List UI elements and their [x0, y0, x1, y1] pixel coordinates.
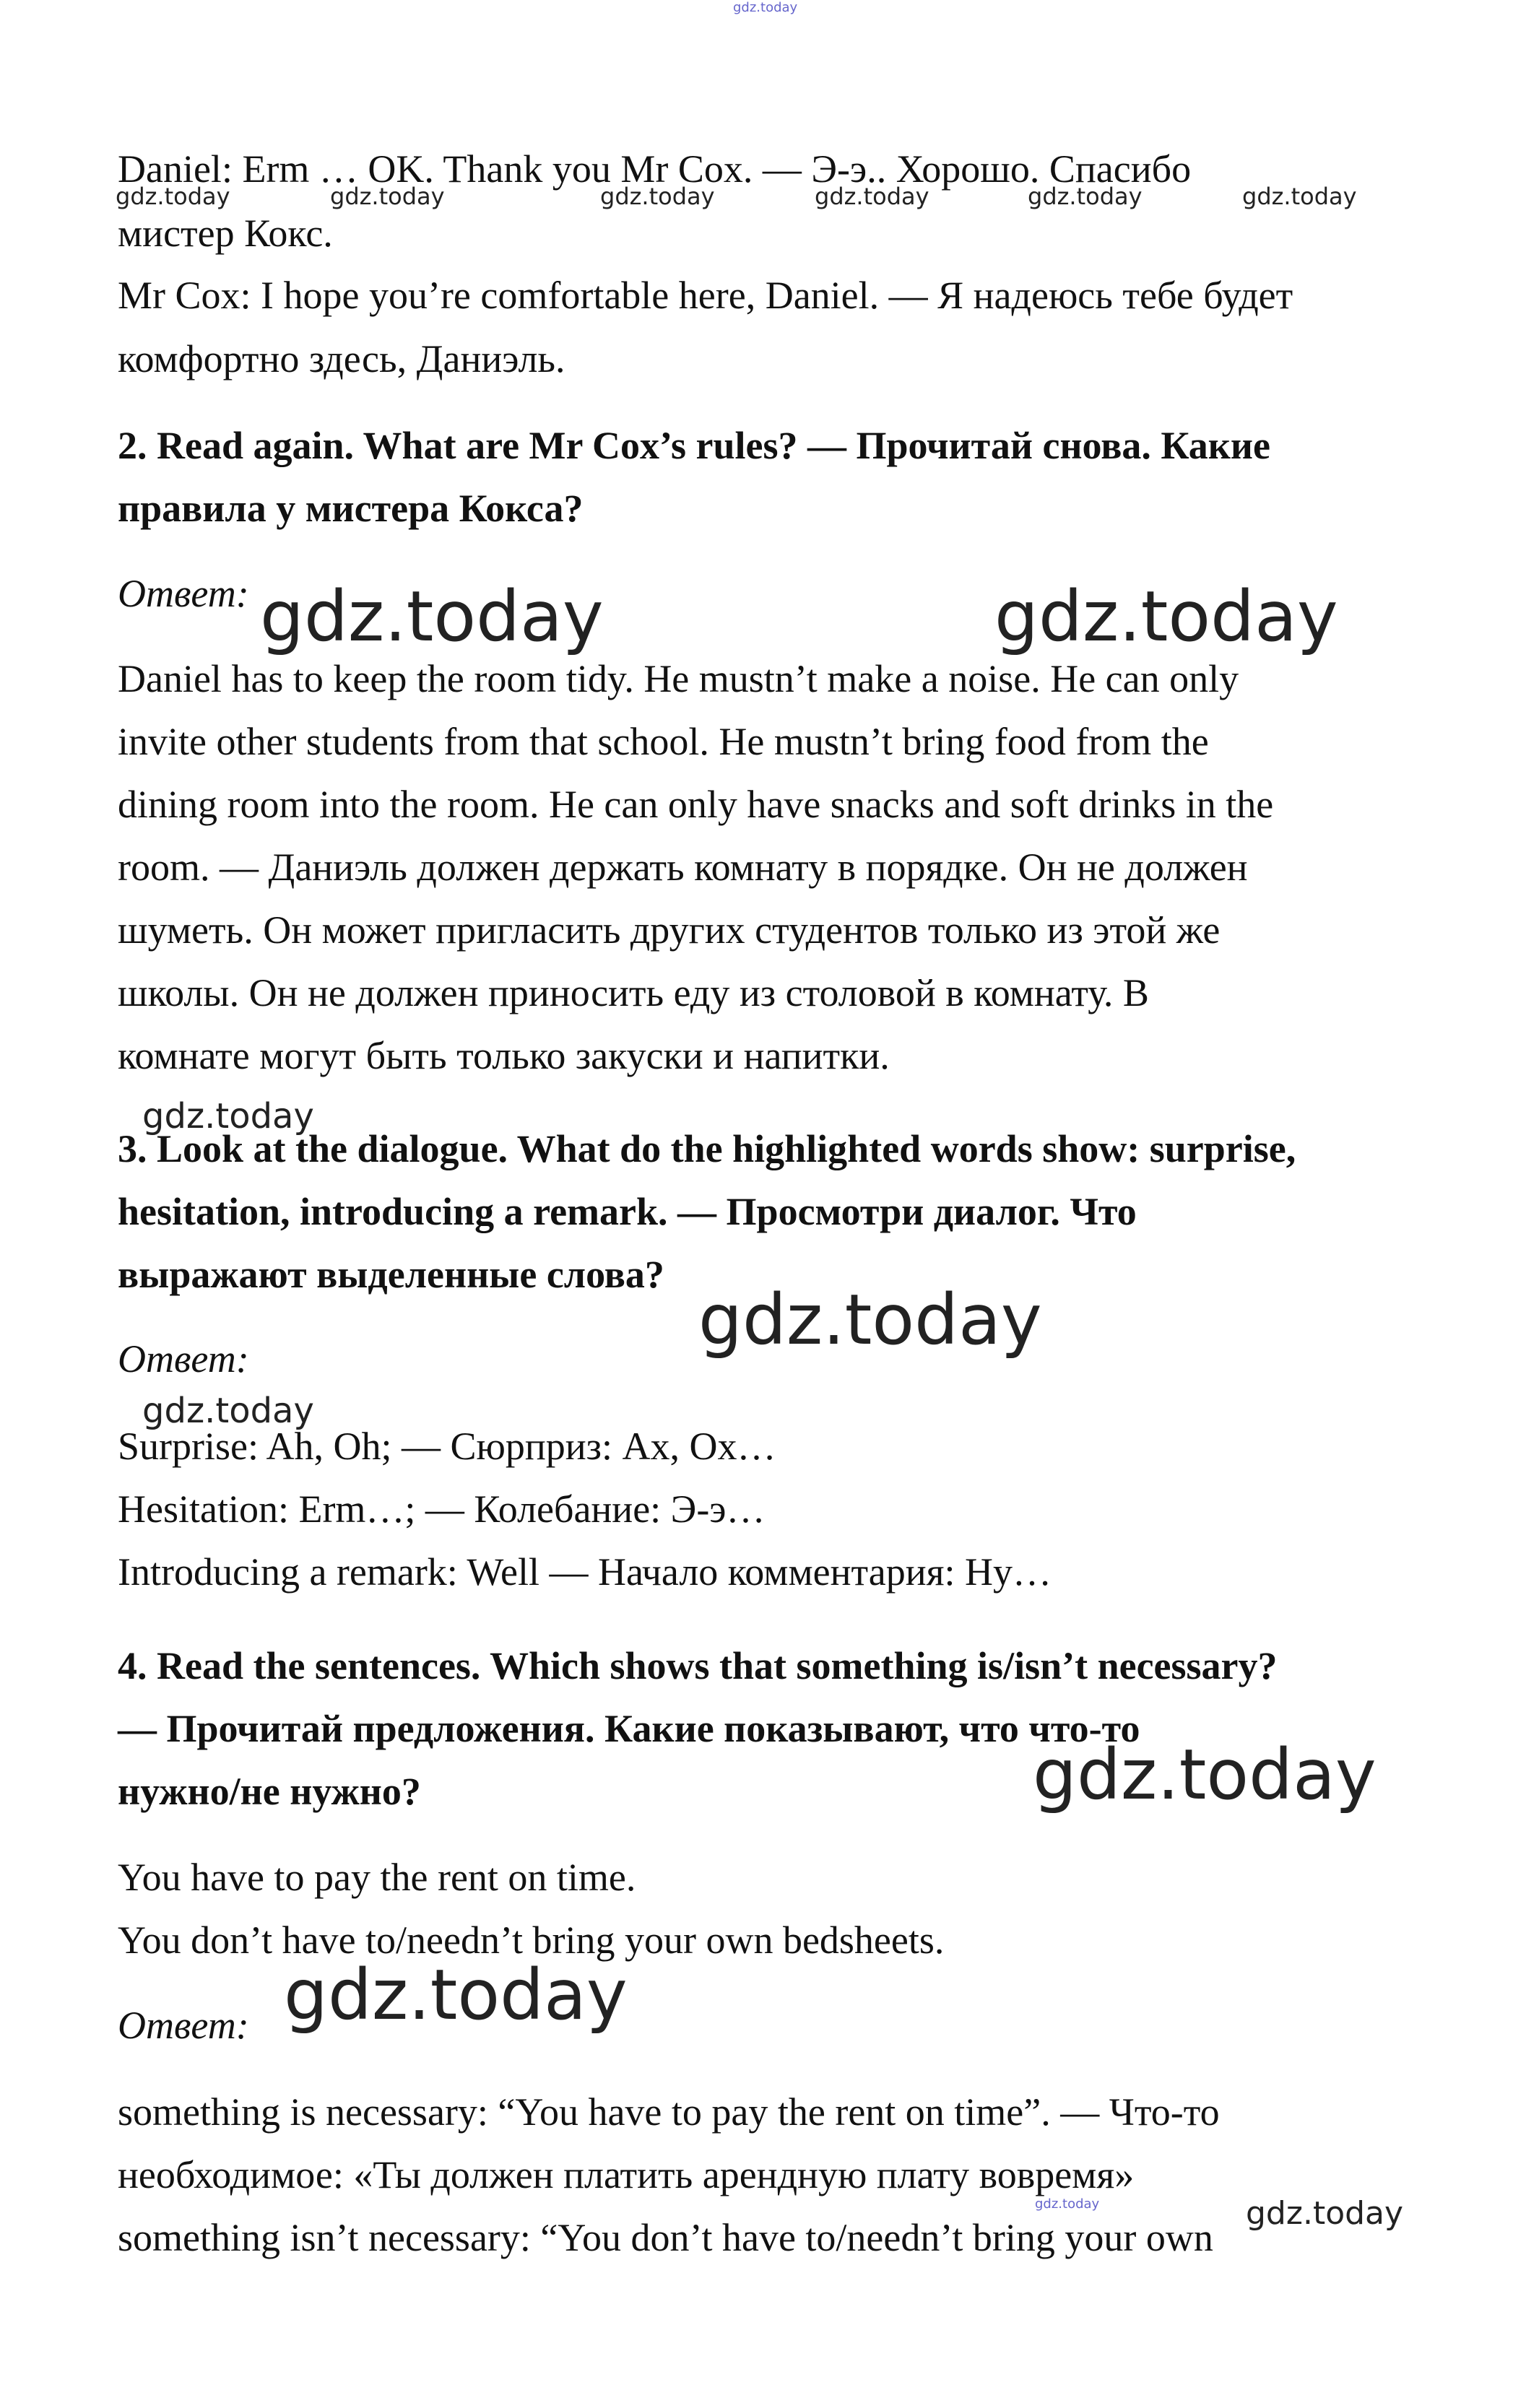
answer-label: Ответ: [118, 572, 249, 615]
dialogue-line: Daniel: Erm … OK. Thank you Mr Cox. — Э-э.. Хорошо. Спасибо [118, 147, 1192, 191]
watermark: gdz.today [1035, 2196, 1100, 2212]
dialogue-line: мистер Кокс. [118, 212, 333, 255]
task-3-question: hesitation, introducing a remark. — Просмотри диалог. Что [118, 1190, 1137, 1233]
watermark: gdz.today [600, 183, 715, 210]
task-3-question: выражают выделенные слова? [118, 1253, 664, 1296]
watermark: gdz.today [1242, 183, 1357, 210]
answer-line: необходимое: «Ты должен платить арендную плату вовремя» [118, 2153, 1135, 2196]
watermark: gdz.today [142, 1096, 314, 1136]
answer-line: Surprise: Ah, Oh; — Сюрприз: Ах, Ох… [118, 1425, 776, 1468]
watermark: gdz.today [698, 1279, 1042, 1360]
watermark: gdz.today [815, 183, 929, 210]
answer-line: something is necessary: “You have to pay the rent on time”. — Что-то [118, 2090, 1220, 2134]
task-3-question: 3. Look at the dialogue. What do the highlighted words show: surprise, [118, 1127, 1296, 1170]
answer-line: dining room into the room. He can only have snacks and soft drinks in the [118, 783, 1274, 826]
watermark: gdz.today [330, 183, 445, 210]
watermark: gdz.today [994, 576, 1338, 657]
watermark: gdz.today [260, 576, 604, 657]
example-sentence: You don’t have to/needn’t bring your own bedsheets. [118, 1918, 945, 1962]
task-2-question: 2. Read again. What are Mr Cox’s rules? — Прочитай снова. Какие [118, 424, 1271, 467]
watermark: gdz.today [284, 1955, 628, 2035]
watermark: gdz.today [1033, 1734, 1377, 1815]
answer-line: школы. Он не должен приносить еду из столовой в комнату. В [118, 971, 1149, 1014]
task-4-question: — Прочитай предложения. Какие показывают, что что-то [118, 1707, 1140, 1750]
answer-line: Introducing a remark: Well — Начало комментария: Ну… [118, 1550, 1052, 1594]
watermark: gdz.today [142, 1391, 314, 1431]
watermark-top: gdz.today [733, 0, 798, 15]
answer-line: Daniel has to keep the room tidy. He mustn’t make a noise. He can only [118, 657, 1239, 700]
answer-line: invite other students from that school. He mustn’t bring food from the [118, 720, 1209, 763]
answer-line: room. — Даниэль должен держать комнату в порядке. Он не должен [118, 846, 1248, 889]
answer-label: Ответ: [118, 2004, 249, 2047]
watermark: gdz.today [116, 183, 230, 210]
answer-line: Hesitation: Erm…; — Колебание: Э-э… [118, 1487, 766, 1531]
watermark: gdz.today [1246, 2195, 1404, 2232]
example-sentence: You have to pay the rent on time. [118, 1856, 636, 1899]
watermark: gdz.today [1028, 183, 1143, 210]
answer-line: something isn’t necessary: “You don’t have to/needn’t bring your own [118, 2216, 1213, 2259]
dialogue-line: Mr Cox: I hope you’re comfortable here, Daniel. — Я надеюсь тебе будет [118, 274, 1293, 317]
task-4-question: нужно/не нужно? [118, 1770, 421, 1813]
task-2-question: правила у мистера Кокса? [118, 487, 584, 530]
task-4-question: 4. Read the sentences. Which shows that something is/isn’t necessary? [118, 1644, 1278, 1687]
answer-line: шуметь. Он может пригласить других студентов только из этой же [118, 908, 1221, 952]
dialogue-line: комфортно здесь, Даниэль. [118, 337, 565, 381]
answer-line: комнате могут быть только закуски и напитки. [118, 1034, 890, 1077]
answer-label: Ответ: [118, 1337, 249, 1381]
